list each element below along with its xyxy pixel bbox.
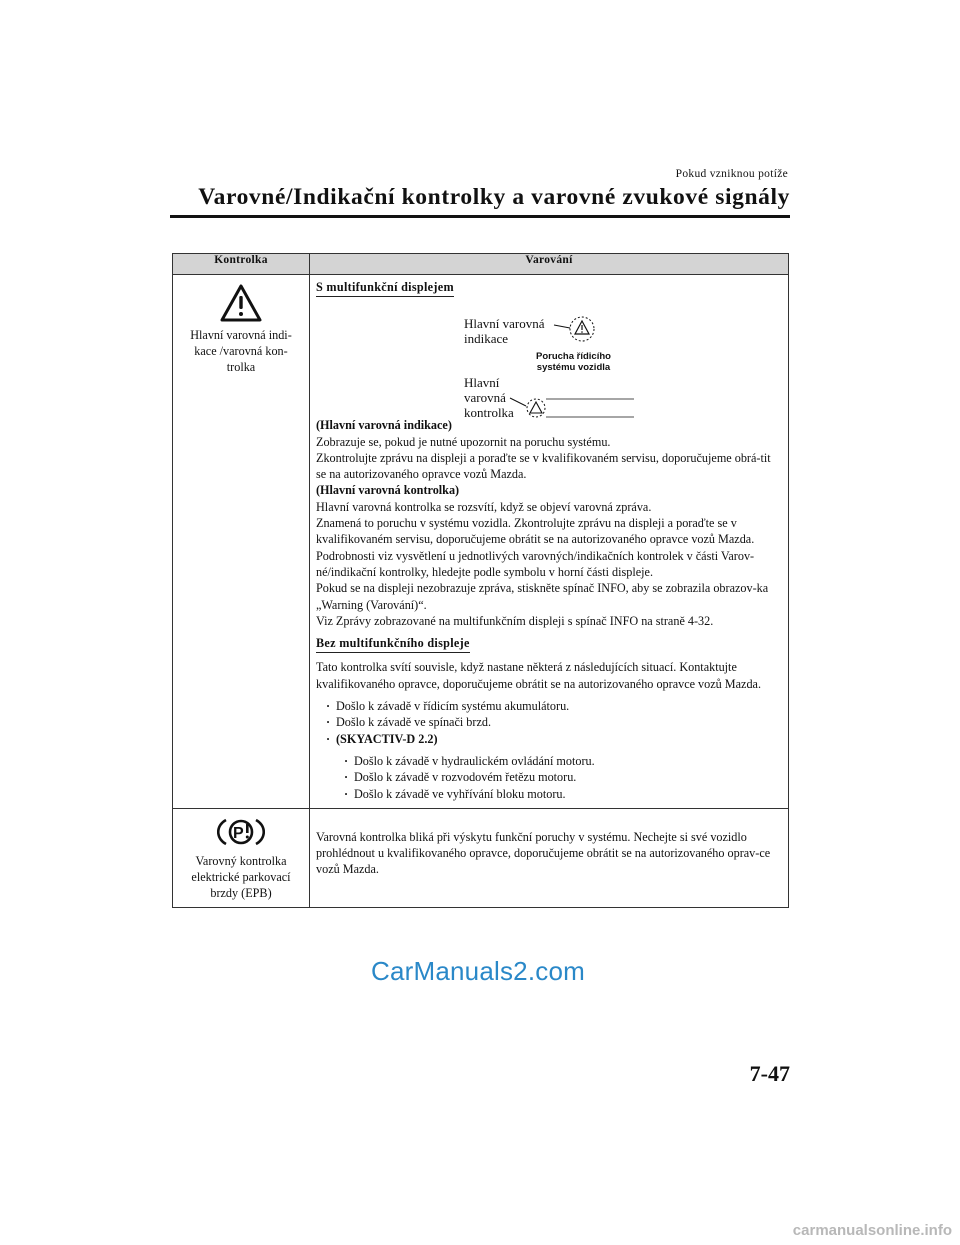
list-item: · Došlo k závadě v řídicím systému akumulátoru. [326, 698, 782, 714]
row1-description-cell [310, 275, 789, 809]
table-row [173, 275, 789, 809]
svg-text:P: P [233, 824, 244, 842]
kontrolka-text-2: Znamená to poruchu v systému vozidla. Zkontrolujte zprávu na displeji a poraďte se v kvalifikovaném servisu, doporučujeme obrátit se na autorizovaného opravce vozů Mazda. [316, 516, 755, 547]
display-figure [316, 303, 782, 421]
kontrolka-text-4: Pokud se na displeji nezobrazuje zpráva, stiskněte spínač INFO, aby se zobrazila obrazov-ka „Warning (Varování)“. [316, 581, 769, 612]
list-item: · Došlo k závadě ve spínači brzd. [326, 714, 782, 730]
col-header-kontrolka: Kontrolka [173, 254, 310, 275]
list-item: · Došlo k závadě v rozvodovém řetězu motoru. [344, 769, 782, 785]
row2-indicator-label: Varovný kontrolka elektrické parkovací brzdy (EPB) [191, 853, 291, 900]
row2-indicator-cell [173, 808, 310, 907]
list-item: · Došlo k závadě v hydraulickém ovládání motoru. [344, 753, 782, 769]
indikace-text-2: Zkontrolujte zprávu na displeji a poraďte se v kvalifikovaném servisu, doporučujeme obrá-tit se na autorizovaného opravce vozů Mazda. [316, 450, 771, 482]
row1-indicator-label: Hlavní varovná indi-kace /varovná kon-trolka [190, 328, 292, 374]
fig-label-indikace: Hlavní varovná indikace [464, 316, 545, 347]
fig-kontrolka-leader [506, 393, 646, 421]
warning-table [172, 253, 789, 908]
bullet-list [316, 698, 782, 747]
subheading-with-display: S multifunkční displejem [316, 279, 454, 297]
bez-displeje-text: Tato kontrolka svítí souvisle, když nastane některá z následujících situací. Kontaktujte kvalifikovaného opravce, doporučujeme obrátit se na autorizovaného opravce vozů Mazda. [316, 660, 762, 691]
table-header-row [173, 254, 789, 275]
table-row [173, 808, 789, 907]
row1-indicator-cell [173, 275, 310, 809]
epb-warning-icon [217, 815, 265, 849]
section-label: Pokud vzniknou potíže [675, 168, 788, 180]
page-title: Varovné/Indikační kontrolky a varovné zvukové signály [198, 184, 790, 210]
row2-description-cell [310, 808, 789, 907]
kontrolka-text-1: Hlavní varovná kontrolka se rozsvítí, když se objeví varovná zpráva. [316, 499, 652, 514]
title-rule [170, 215, 790, 218]
fig-label-kontrolka: Hlavní varovná kontrolka [464, 375, 514, 421]
epb-text: Varovná kontrolka bliká při výskytu funkční poruchy v systému. Nechejte si své vozidlo prohlédnout u kvalifikovaného opravce, doporučujeme obrátit se na autorizovaného oprav-ce vozů Mazda. [316, 829, 771, 877]
indikace-heading: (Hlavní varovná indikace) [316, 418, 452, 433]
page-number: 7-47 [749, 1061, 790, 1086]
warning-triangle-icon [219, 283, 263, 323]
kontrolka-text-5: Viz Zprávy zobrazované na multifunkčním displeji s spínač INFO na straně 4-32. [316, 613, 714, 628]
fig-sub-text: Porucha řídicího systému vozidla [536, 351, 611, 374]
col-header-varovani: Varování [310, 254, 789, 275]
fig-indikace-leader [506, 313, 606, 347]
subheading-without-display: Bez multifunkčního displeje [316, 635, 470, 653]
list-item: · (SKYACTIV-D 2.2) [326, 731, 782, 747]
kontrolka-text-3: Podrobnosti viz vysvětlení u jednotlivých varovných/indikačních kontrolek v části Varov-né/indikační kontrolky, hledejte podle symbolu v horní části displeje. [316, 548, 755, 579]
footer-url: carmanualsonline.info [792, 1222, 952, 1239]
indikace-text-1: Zobrazuje se, pokud je nutné upozornit na poruchu systému. [316, 434, 611, 449]
sub-bullet-list [316, 753, 782, 802]
watermark: CarManuals2.com [371, 956, 585, 986]
kontrolka-heading: (Hlavní varovná kontrolka) [316, 483, 460, 498]
list-item: · Došlo k závadě ve vyhřívání bloku motoru. [344, 786, 782, 802]
